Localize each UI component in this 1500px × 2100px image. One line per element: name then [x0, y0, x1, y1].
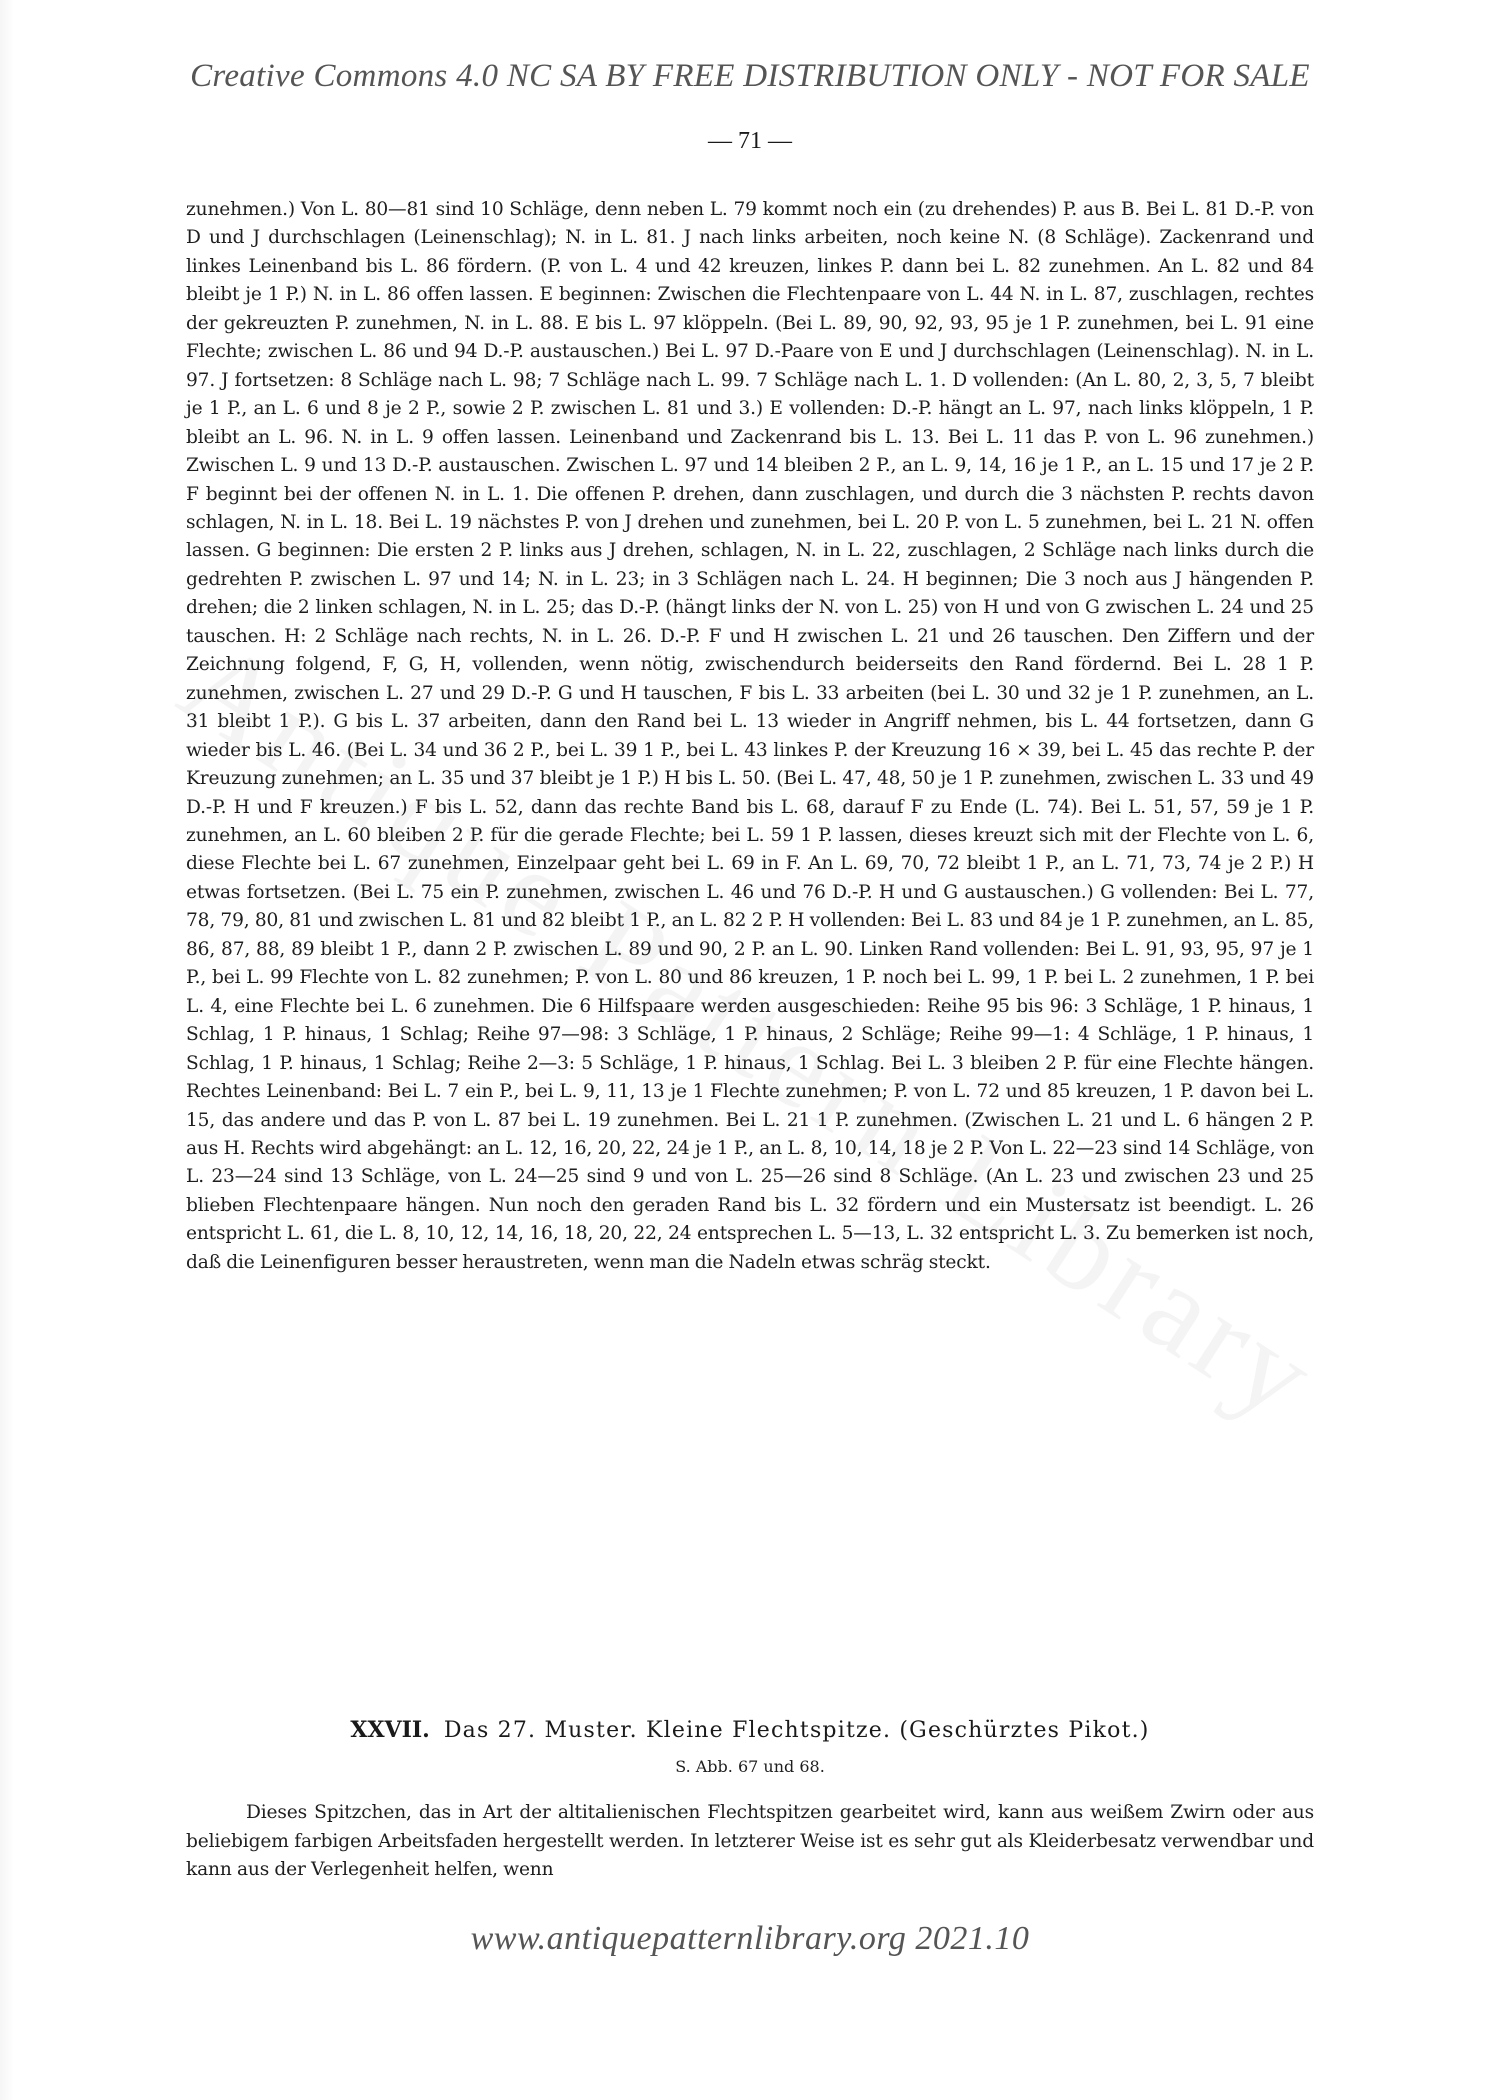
- section-numeral: XXVII.: [350, 1717, 430, 1743]
- footer-url: www.antiquepatternlibrary.org 2021.10: [470, 1920, 1030, 1957]
- page-number: — 71 —: [708, 128, 792, 154]
- section-heading: [186, 1717, 1314, 1743]
- figure-reference: S. Abb. 67 und 68.: [675, 1757, 825, 1776]
- license-notice: Creative Commons 4.0 NC SA BY FREE DISTRIBUTION ONLY - NOT FOR SALE: [190, 58, 1310, 94]
- section-title: Das 27. Muster. Kleine Flechtspitze. (Geschürztes Pikot.): [443, 1718, 1150, 1743]
- body-paragraph: zunehmen.) Von L. 80—81 sind 10 Schläge, denn neben L. 79 kommt noch ein (zu drehendes) P. aus B. Bei L. 81 D.-P. von D und J durchschlagen (Leinenschlag); N. in L. 81. J nach links arbeiten, noch keine N. (8 Schläge). Zackenrand und linkes Leinenband bis L. 86 fördern. (P. von L. 4 und 42 kreuzen, linkes P. dann bei L. 82 zunehmen. An L. 82 und 84 bleibt je 1 P.) N. in L. 86 offen lassen. E beginnen: Zwischen die Flechtenpaare von L. 44 N. in L. 87, zuschlagen, rechtes der gekreuzten P. zunehmen, N. in L. 88. E bis L. 97 klöppeln. (Bei L. 89, 90, 92, 93, 95 je 1 P. zunehmen, bei L. 91 eine Flechte; zwischen L. 86 und 94 D.-P. austauschen.) Bei L. 97 D.-Paare von E und J durchschlagen (Leinenschlag). N. in L. 97. J fortsetzen: 8 Schläge nach L. 98; 7 Schläge nach L. 99. 7 Schläge nach L. 1. D vollenden: (An L. 80, 2, 3, 5, 7 bleibt je 1 P., an L. 6 und 8 je 2 P., sowie 2 P. zwischen L. 81 und 3.) E vollenden: D.-P. hängt an L. 97, nach links klöppeln, 1 P. bleibt an L. 96. N. in L. 9 offen lassen. Leinenband und Zackenrand bis L. 13. Bei L. 11 das P. von L. 96 zunehmen.) Zwischen L. 9 und 13 D.-P. austauschen. Zwischen L. 97 und 14 bleiben 2 P., an L. 9, 14, 16 je 1 P., an L. 15 und 17 je 2 P. F beginnt bei der offenen N. in L. 1. Die offenen P. drehen, dann zuschlagen, und durch die 3 nächsten P. rechts davon schlagen, N. in L. 18. Bei L. 19 nächstes P. von J drehen und zunehmen, bei L. 20 P. von L. 5 zunehmen, bei L. 21 N. offen lassen. G beginnen: Die ersten 2 P. links aus J drehen, schlagen, N. in L. 22, zuschlagen, 2 Schläge nach links durch die gedrehten P. zwischen L. 97 und 14; N. in L. 23; in 3 Schlägen nach L. 24. H beginnen; Die 3 noch aus J hängenden P. drehen; die 2 linken schlagen, N. in L. 25; das D.-P. (hängt links der N. von L. 25) von H und von G zwischen L. 24 und 25 tauschen. H: 2 Schläge nach rechts, N. in L. 26. D.-P. F und H zwischen L. 21 und 26 tauschen. Den Ziffern und der Zeichnung folgend, F, G, H, vollenden, wenn nötig, zwischendurch beiderseits den Rand fördernd. Bei L. 28 1 P. zunehmen, zwischen L. 27 und 29 D.-P. G und H tauschen, F bis L. 33 arbeiten (bei L. 30 und 32 je 1 P. zunehmen, an L. 31 bleibt 1 P.). G bis L. 37 arbeiten, dann den Rand bei L. 13 wieder in Angriff nehmen, bis L. 44 fortsetzen, dann G wieder bis L. 46. (Bei L. 34 und 36 2 P., bei L. 39 1 P., bei L. 43 linkes P. der Kreuzung 16 × 39, bei L. 45 das rechte P. der Kreuzung zunehmen; an L. 35 und 37 bleibt je 1 P.) H bis L. 50. (Bei L. 47, 48, 50 je 1 P. zunehmen, zwischen L. 33 und 49 D.-P. H und F kreuzen.) F bis L. 52, dann das rechte Band bis L. 68, darauf F zu Ende (L. 74). Bei L. 51, 57, 59 je 1 P. zunehmen, an L. 60 bleiben 2 P. für die gerade Flechte; bei L. 59 1 P. lassen, dieses kreuzt sich mit der Flechte von L. 6, diese Flechte bei L. 67 zunehmen, Einzelpaar geht bei L. 69 in F. An L. 69, 70, 72 bleibt 1 P., an L. 71, 73, 74 je 2 P.) H etwas fortsetzen. (Bei L. 75 ein P. zunehmen, zwischen L. 46 und 76 D.-P. H und G austauschen.) G vollenden: Bei L. 77, 78, 79, 80, 81 und zwischen L. 81 und 82 bleibt 1 P., an L. 82 2 P. H vollenden: Bei L. 83 und 84 je 1 P. zunehmen, an L. 85, 86, 87, 88, 89 bleibt 1 P., dann 2 P. zwischen L. 89 und 90, 2 P. an L. 90. Linken Rand vollenden: Bei L. 91, 93, 95, 97 je 1 P., bei L. 99 Flechte von L. 82 zunehmen; P. von L. 80 und 86 kreuzen, 1 P. noch bei L. 99, 1 P. bei L. 2 zunehmen, 1 P. bei L. 4, eine Flechte bei L. 6 zunehmen. Die 6 Hilfspaare werden ausgeschieden: Reihe 95 bis 96: 3 Schläge, 1 P. hinaus, 1 Schlag, 1 P. hinaus, 1 Schlag; Reihe 97—98: 3 Schläge, 1 P. hinaus, 2 Schläge; Reihe 99—1: 4 Schläge, 1 P. hinaus, 1 Schlag, 1 P. hinaus, 1 Schlag; Reihe 2—3: 5 Schläge, 1 P. hinaus, 1 Schlag. Bei L. 3 bleiben 2 P. für eine Flechte hängen. Rechtes Leinenband: Bei L. 7 ein P., bei L. 9, 11, 13 je 1 Flechte zunehmen; P. von L. 72 und 85 kreuzen, 1 P. davon bei L. 15, das andere und das P. von L. 87 bei L. 19 zunehmen. Bei L. 21 1 P. zunehmen. (Zwischen L. 21 und L. 6 hängen 2 P. aus H. Rechts wird abgehängt: an L. 12, 16, 20, 22, 24 je 1 P., an L. 8, 10, 14, 18 je 2 P. Von L. 22—23 sind 14 Schläge, von L. 23—24 sind 13 Schläge, von L. 24—25 sind 9 und von L. 25—26 sind 8 Schläge. (An L. 23 und zwischen 23 und 25 blieben Flechtenpaare hängen. Nun noch den geraden Rand bis L. 32 fördern und ein Mustersatz ist beendigt. L. 26 entspricht L. 61, die L. 8, 10, 12, 14, 16, 18, 20, 22, 24 entsprechen L. 5—13, L. 32 entspricht L. 3. Zu bemerken ist noch, daß die Leinenfiguren besser heraustreten, wenn man die Nadeln etwas schräg steckt.: [186, 199, 1314, 1273]
- section-intro-paragraph: Dieses Spitzchen, das in Art der altitalienischen Flechtspitzen gearbeitet wird, kann aus weißem Zwirn oder aus beliebigem farbigen Arbeitsfaden hergestellt werden. In letzterer Weise ist es sehr gut als Kleiderbesatz verwendbar und kann aus der Verlegenheit helfen, wenn: [186, 1802, 1314, 1880]
- page-edge-shadow: [0, 0, 14, 2100]
